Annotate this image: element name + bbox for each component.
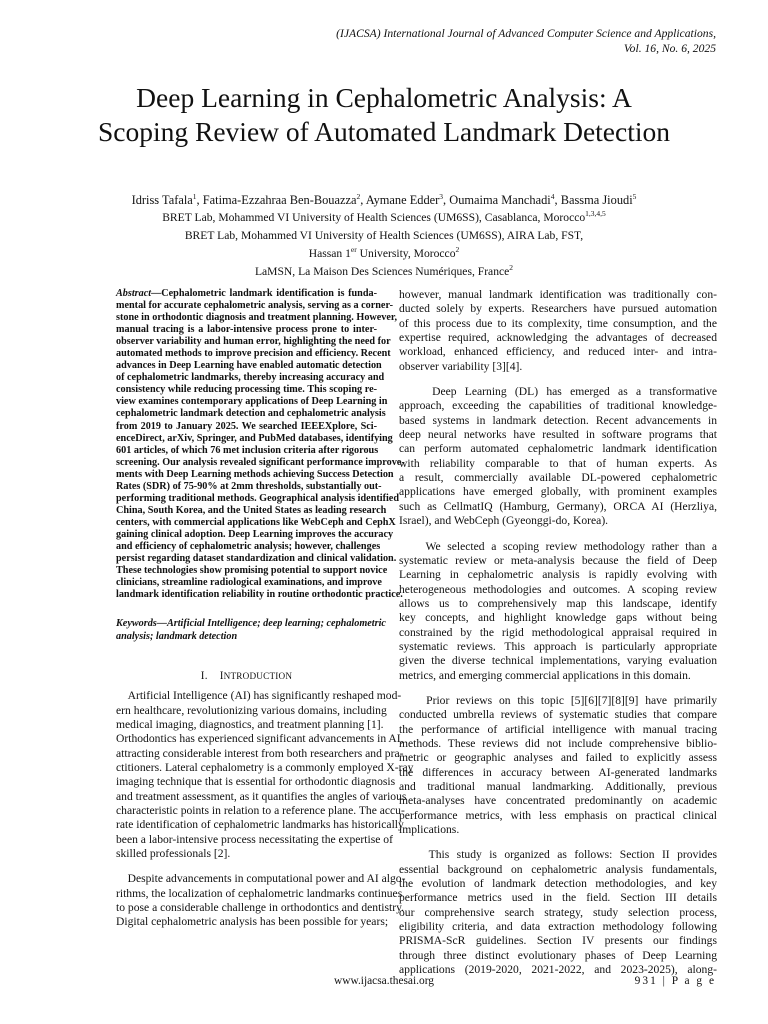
author-name: Fatima-Ezzahraa Ben-Bouazza <box>202 193 357 207</box>
affiliation-1: BRET Lab, Mohammed VI University of Health Sciences (UM6SS), Casablanca, Morocco$^{1,3,4,5}$ <box>162 209 606 224</box>
author-name: Oumaima Manchadi <box>449 193 551 207</box>
title-line-2: Scoping Review of Automated Landmark Detection <box>97 116 670 147</box>
title-line-1: Deep Learning in Cephalometric Analysis: A <box>136 82 632 113</box>
paper-title <box>40 81 728 149</box>
journal-volume: Vol. 16, No. 6, 2025 <box>623 42 716 55</box>
affiliation-2: BRET Lab, Mohammed VI University of Health Sciences (UM6SS), AIRA Lab, FST, <box>184 229 584 242</box>
left-column <box>116 288 414 930</box>
intro-paragraph-1: Artificial Intelligence (AI) has significantly reshaped mod- ern healthcare, revolutionizing various domains, including medical imaging, diagnostics, and treatment planning [1]. Orthodontics has experienced significant advancements in AI, attracting considerable interest from both researchers and pra- ctitioners. Lateral cephalometry is a commonly employed X-ray imaging technique that is essential for orthodontic diagnosis and treatment assessment, as it quantifies the angles of various characteristic points in relation to a reference plane. The accu- rate identification of cephalometric landmarks has historically been a labor-intensive process necessitating the expertise of skilled professionals [2]. <box>116 689 414 860</box>
abstract: Abstract—Cephalometric landmark identification is funda- mental for accurate cephalometric analysis, serving as a corner- stone in orthodontic diagnosis and treatment planning. However, manual tracing is a labor-intensive process prone to inter- observer variability and human error, highlighting the need for automated methods to improve precision and efficiency. Recent advances in Deep Learning have enabled automatic detection of cephalometric landmarks, thereby increasing accuracy and consistency while reducing processing time. This scoping re- view examines contemporary applications of Deep Learning in cephalometric landmark detection and cephalometric analysis from 2019 to January 2025. We searched IEEEXplore, Sci- enceDirect, arXiv, Springer, and PubMed databases, identifying 601 articles, of which 76 met inclusion criteria after rigorous screening. Our analysis revealed significant performance improve- ments with Deep Learning methods achieving Success Detection Rates (SDR) of 75-90% at 2mm thresholds, substantially out- performing traditional methods. Geographical analysis identified China, South Korea, and the United States as leading research centers, with commercial applications like WebCeph and CephX gaining clinical adoption. Deep Learning improves the accuracy and efficiency of cephalometric analysis; however, challenges persist regarding dataset standardization and clinical validation. These technologies show promising potential to support novice clinicians, streamline radiological examinations, and improve landmark identification reliability in routine orthodontic practice. <box>116 288 405 601</box>
abstract-label: Abstract <box>116 288 152 299</box>
journal-url: www.ijacsa.thesai.org <box>334 975 434 987</box>
body-paragraph-5: This study is organized as follows: Section II provides essential background on cephalometric analysis fundamentals, the evolution of landmark detection methodologies, and key performance metrics used in the field. Section III details our comprehensive search strategy, study selection process, eligibility criteria, and data extraction methodology following PRISMA-ScR guidelines. Section IV presents our findings through three distinct evolutionary phases of Deep Learning applications (2019-2020, 2021-2022, and 2023-2025), along- <box>399 848 717 977</box>
author-name: Aymane Edder <box>365 193 440 207</box>
body-paragraph-2: Deep Learning (DL) has emerged as a transformative approach, exceeding the capabilities of traditional knowledge- based systems in landmark detection. Recent advancements in deep neural networks have resulted in software programs that can perform automated cephalometric landmark identification with reliability comparable to that of human experts. As a result, commercially available DL-powered cephalometric applications have emerged globally, with prominent examples such as CellmatIQ (Hamburg, Germany), ORCA AI (Herzliya, Israel), and WebCeph (Gyeonggi-do, Korea). <box>399 385 717 528</box>
right-column <box>399 288 717 977</box>
author-name: Bassma Jioudi <box>560 193 633 207</box>
body-paragraph-4: Prior reviews on this topic [5][6][7][8][9] have primarily conducted umbrella reviews of systematic studies that compare the performance of artificial intelligence with manual tracing methods. These reviews did not include comprehensive biblio- metric or geographic analyses and failed to explicitly assess the differences in accuracy between AI-generated landmarks and traditional manual landmarking. Additionally, previous meta-analyses have concentrated predominantly on academic performance metrics, with less emphasis on practical clinical implications. <box>399 693 718 837</box>
intro-paragraph-2: Despite advancements in computational power and AI algo- rithms, the localization of cephalometric landmarks continues to pose a considerable challenge in orthodontics and dentistry. Digital cephalometric analysis has been possible for years; <box>116 872 406 929</box>
journal-name: (IJACSA) International Journal of Advanced Computer Science and Applications, <box>336 27 716 40</box>
author-names: Idriss Tafala$^1$, Fatima-Ezzahraa Ben-Bouazza$^2$, Aymane Edder$^3$, Oumaima Manchadi$^4$, Bassma Jioudi$^5$ <box>131 191 637 207</box>
author-block <box>40 191 728 281</box>
keywords-label: Keywords <box>116 618 157 630</box>
journal-header <box>196 26 716 56</box>
body-paragraph-3: We selected a scoping review methodology rather than a systematic review or meta-analysis because the field of Deep Learning in cephalometric analysis is rapidly evolving with heterogeneous methodologies and outcomes. A scoping review allows us to comprehensively map this landscape, identify key concepts, and highlight knowledge gaps without being constrained by the rigid methodological appraisal required in systematic reviews. This approach is particularly appropriate given the diverse technical implementations, varying evaluation metrics, and emerging commercial applications in this domain. <box>399 539 718 682</box>
author-name: Idriss Tafala <box>131 193 193 207</box>
keywords: Keywords—Artificial Intelligence; deep learning; cephalometric analysis; landmark detection <box>116 618 386 642</box>
section-heading-introduction: I. INTRODUCTION <box>200 669 293 682</box>
body-paragraph-1: however, manual landmark identification was traditionally con- ducted solely by experts. Researchers have pursued automation of this process due to its complexity, time consumption, and the expertise required, acknowledging the advantages of decreased workload, enhanced efficiency, and reduced inter- and intra- observer variability [3][4]. <box>399 288 717 373</box>
affiliation-4: LaMSN, La Maison Des Sciences Numériques, France$^2$ <box>254 263 514 278</box>
affiliation-3: Hassan 1er University, Morocco$^2$ <box>308 245 460 260</box>
page-number: 931 | P a g e <box>634 975 716 987</box>
